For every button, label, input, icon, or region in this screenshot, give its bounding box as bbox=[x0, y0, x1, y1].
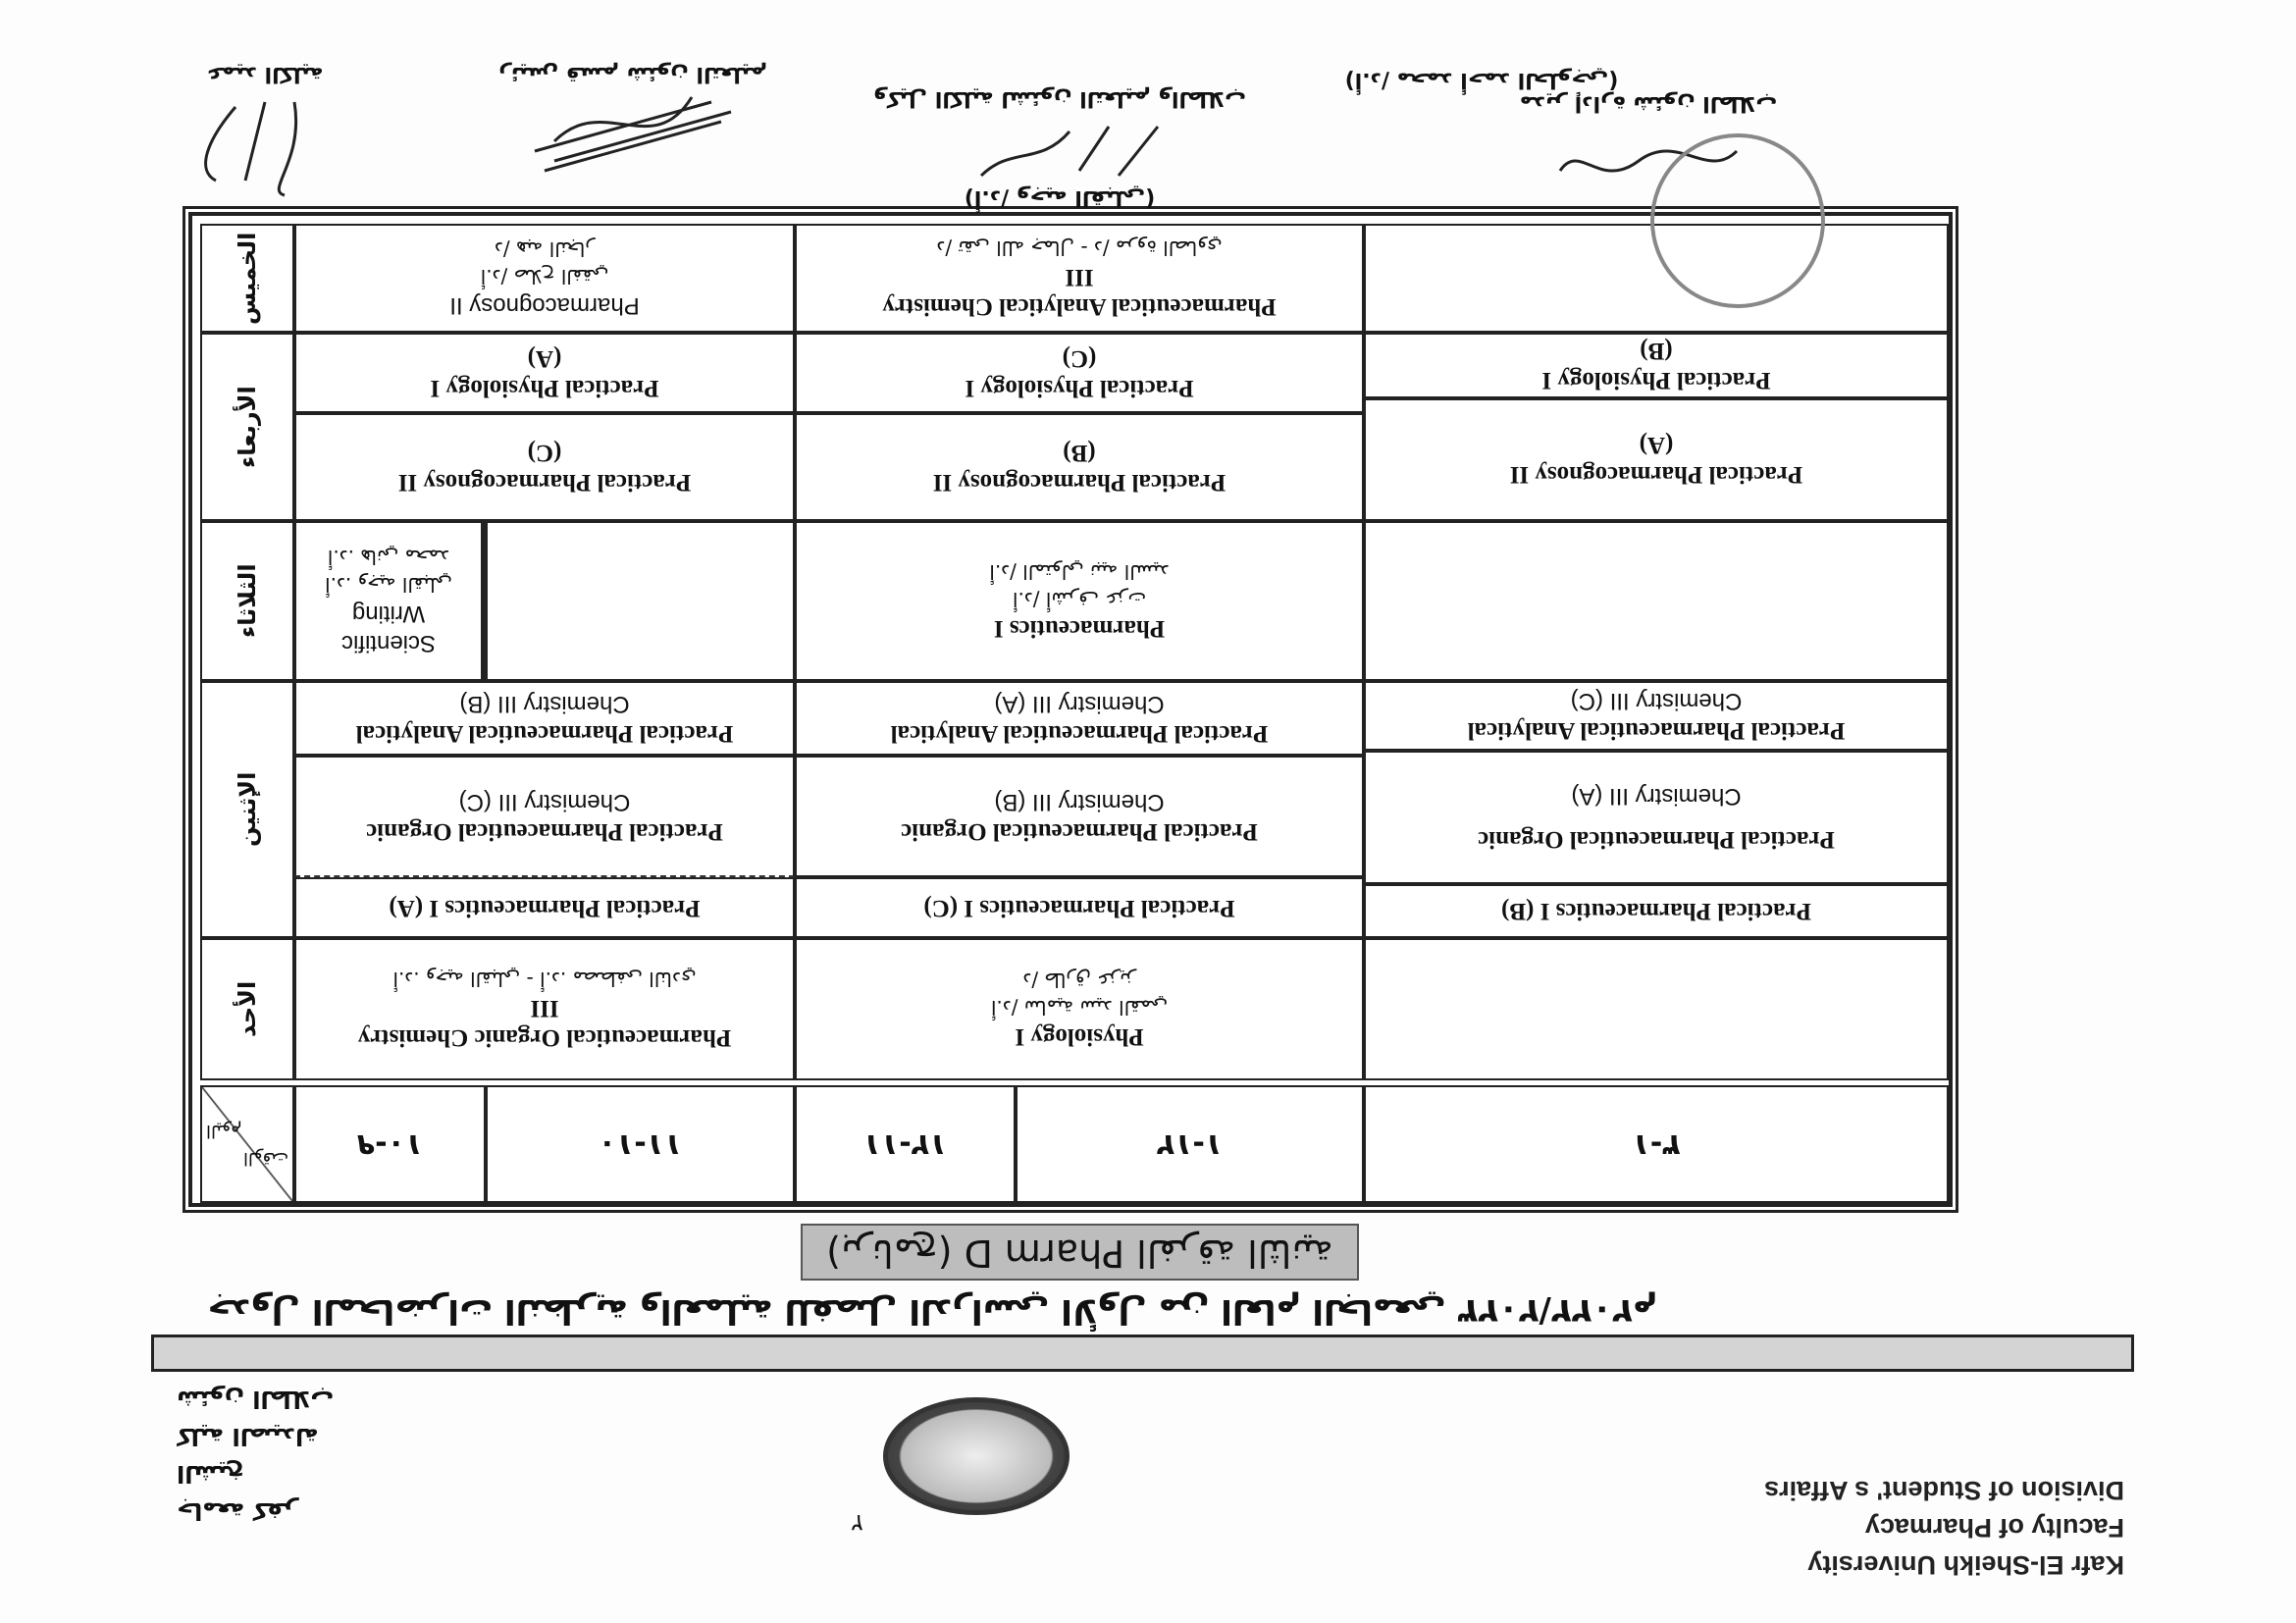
header-divider-bar bbox=[151, 1335, 2134, 1372]
tuesday-empty-10-11 bbox=[486, 521, 795, 681]
time-slot-9-10: ٩-١٠ bbox=[294, 1085, 486, 1203]
day-wednesday: الأربعاء bbox=[200, 333, 294, 521]
monday-practical-organic-c: Practical Pharmaceutical Organic Chemistry III (C) bbox=[294, 756, 795, 877]
monday-practical-analytical-b: Practical Pharmaceutical Analytical Chemistry III (B) bbox=[294, 681, 795, 756]
time-slot-11-12: ١١-١٢ bbox=[795, 1085, 1016, 1203]
time-slot-12-1: ١٢-١ bbox=[1016, 1085, 1364, 1203]
day-tuesday: الثلاثاء bbox=[200, 521, 294, 681]
tuesday-empty-1-3 bbox=[1364, 521, 1949, 681]
faculty-name-ar: كلية الصيدلة bbox=[177, 1423, 319, 1450]
header-english bbox=[1536, 1472, 2124, 1584]
sunday-empty-1-3 bbox=[1364, 938, 1949, 1080]
signature-student-affairs-manager: مدير إدارة شئون الطلاب bbox=[1462, 91, 1835, 190]
time-slot-10-11: ١٠-١١ bbox=[486, 1085, 795, 1203]
thursday-analytical-chemistry-lecture: Pharmaceutical Analytical Chemistry III د/ تقى الله جمال - د/ مروة الصاوي bbox=[795, 224, 1364, 333]
signature-scribble-icon bbox=[177, 92, 353, 200]
monday-practical-organic-a: Practical Pharmaceutical Organic Chemistry III (A) bbox=[1364, 751, 1949, 884]
time-slot-1-3: ١-٣ bbox=[1364, 1085, 1949, 1203]
monday-practical-analytical-c: Practical Pharmaceutical Analytical Chemistry III (C) bbox=[1364, 681, 1949, 751]
wednesday-practical-pharmacognosy-c: Practical Pharmacognosy II (C) bbox=[294, 413, 795, 521]
signature-vice-dean: رئيس قسم شئون التعليم bbox=[471, 62, 795, 181]
day-sunday: الأحد bbox=[200, 938, 294, 1080]
schedule-heading: جدول المحاضرات النظرية والعملية للفصل الدراسي الأول من العام الجامعي ٢٠٢٢/٢٠٢٣م bbox=[207, 1291, 1657, 1331]
signature-scribble-icon bbox=[515, 92, 751, 181]
wednesday-practical-pharmacognosy-b: Practical Pharmacognosy II (B) bbox=[795, 413, 1364, 521]
signature-education-affairs-head: (أ.د/ وجيه القبلي) وكيل الكلية لشئون التعليم والطلاب bbox=[873, 86, 1246, 210]
wednesday-practical-physiology-c: Practical Physiology I (C) bbox=[795, 333, 1364, 413]
day-monday: الإثنين bbox=[200, 681, 294, 938]
monday-practical-pharmaceutics-c: Practical Pharmaceutics I (C) bbox=[795, 877, 1364, 938]
wednesday-practical-physiology-b: Practical Physiology I (B) bbox=[1364, 333, 1949, 398]
sunday-physiology-lecture: Physiology I أ.د/ سامية سيد القمي د/ طارق عزيز bbox=[795, 938, 1364, 1080]
signature-dean: عميد الكلية bbox=[128, 62, 402, 200]
signature-scribble-icon bbox=[942, 117, 1177, 185]
page-number: ٢ bbox=[851, 1509, 863, 1536]
corner-cell: الوقت اليوم bbox=[200, 1085, 294, 1203]
monday-practical-analytical-a: Practical Pharmaceutical Analytical Chemistry III (A) bbox=[795, 681, 1364, 756]
wednesday-practical-physiology-a: Practical Physiology I (A) bbox=[294, 333, 795, 413]
thursday-pharmacognosy-lecture: Pharmacognosy II أ.د/ صلاح الفقي د/ هبه النجار bbox=[294, 224, 795, 333]
monday-practical-pharmaceutics-b: Practical Pharmaceutics I (B) bbox=[1364, 884, 1949, 938]
tuesday-scientific-writing: Scientific Writing أ.د. وجيه القبلي أ.د. هاني محمد bbox=[294, 521, 486, 681]
division-name-en: Division of Student' s Affairs bbox=[1764, 1476, 2124, 1505]
monday-practical-organic-b: Practical Pharmaceutical Organic Chemistry III (B) bbox=[795, 756, 1364, 877]
official-stamp bbox=[1650, 133, 1825, 308]
sunday-organic-chemistry-lecture: Pharmaceutical Organic Chemistry III أ.د. وجيه القبلي - أ.د. مصطفى النادي bbox=[294, 938, 795, 1080]
university-name-ar: جامعة كفر الشيخ bbox=[177, 1460, 298, 1525]
program-title: الفرقة الثانية Pharm D (برنامج) bbox=[801, 1224, 1359, 1281]
faculty-logo bbox=[883, 1397, 1070, 1515]
monday-practical-pharmaceutics-a: Practical Pharmaceutics I (A) bbox=[294, 877, 795, 938]
tuesday-pharmaceutics-lecture: Pharmaceutics I أ.د/ أشرف عزت أ.د/ المتولي نبيه السيد bbox=[795, 521, 1364, 681]
dean-name: (أ.د/ محمد أحمد الحلوجي) bbox=[1344, 68, 1619, 92]
wednesday-practical-pharmacognosy-a: Practical Pharmacognosy II (A) bbox=[1364, 398, 1949, 521]
division-name-ar: شئون الطلاب bbox=[177, 1386, 335, 1413]
header-arabic bbox=[177, 1381, 373, 1530]
day-thursday: الخميس bbox=[200, 224, 294, 333]
faculty-name-en: Faculty of Pharmacy bbox=[1864, 1513, 2124, 1543]
university-name-en: Kafr El-Sheikh University bbox=[1807, 1550, 2124, 1580]
schedule-table bbox=[188, 212, 1953, 1207]
